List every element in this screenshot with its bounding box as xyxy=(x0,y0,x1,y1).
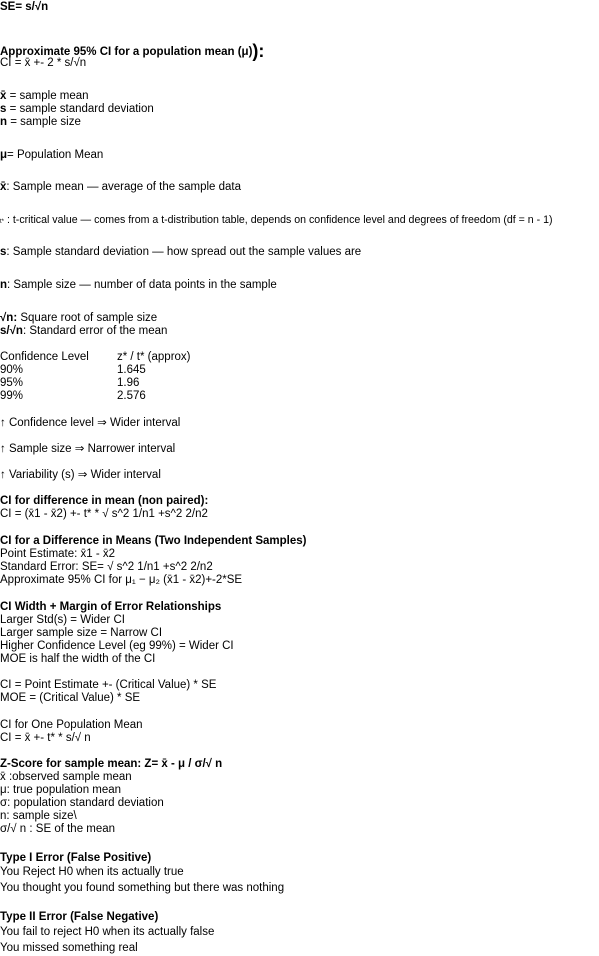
table-row: 90% 1.645 xyxy=(0,364,146,376)
zscore-heading: Z-Score for sample mean: Z= x̄ - μ / σ/√ n xyxy=(0,758,223,770)
def-xbar: x̄ = sample mean xyxy=(0,90,89,102)
width-moe-line: MOE is half the width of the CI xyxy=(0,653,156,665)
type1-line: You Reject H0 when its actually true xyxy=(0,866,184,878)
diff-nonpaired-heading: CI for difference in mean (non paired): xyxy=(0,495,209,507)
relation-sample-size: ↑ Sample size ⇒ Narrower interval xyxy=(0,443,176,455)
type2-line: You fail to reject H0 when its actually false xyxy=(0,926,215,938)
table-row: 99% 2.576 xyxy=(0,390,146,402)
width-moe-line: Larger Std(s) = Wider CI xyxy=(0,614,125,626)
diff-nonpaired-formula: CI = (x̄1 - x̄2) +- t* * √ s^2 1/n1 +s^2 2/n2 xyxy=(0,508,208,520)
relation-confidence: ↑ Confidence level ⇒ Wider interval xyxy=(0,417,181,429)
def-sqrtn: √n: Square root of sample size xyxy=(0,312,158,324)
zscore-line: x̄ :observed sample mean xyxy=(0,771,132,783)
table-row: 95% 1.96 xyxy=(0,377,140,389)
width-moe-line: Larger sample size = Narrow CI xyxy=(0,627,163,639)
def-se: s/√n: Standard error of the mean xyxy=(0,325,168,337)
width-moe-heading: CI Width + Margin of Error Relationships xyxy=(0,601,222,613)
table-header: Confidence Level z* / t* (approx) xyxy=(0,351,191,363)
one-pop-title: CI for One Population Mean xyxy=(0,719,143,731)
ci-formula: CI = Point Estimate +- (Critical Value) * SE xyxy=(0,679,217,691)
type2-line: You missed something real xyxy=(0,942,138,954)
def-mu: μ= Population Mean xyxy=(0,149,104,161)
diff-two-samples-line: Standard Error: SE= √ s^2 1/n1 +s^2 2/n2 xyxy=(0,561,213,573)
def-n-long: n: Sample size — number of data points in the sample xyxy=(0,279,277,291)
type1-heading: Type I Error (False Positive) xyxy=(0,852,152,864)
zscore-line: μ: true population mean xyxy=(0,784,122,796)
type2-heading: Type II Error (False Negative) xyxy=(0,911,159,923)
moe-formula: MOE = (Critical Value) * SE xyxy=(0,692,141,704)
diff-two-samples-heading: CI for a Difference in Means (Two Independent Samples) xyxy=(0,535,307,547)
width-moe-line: Higher Confidence Level (eg 99%) = Wider CI xyxy=(0,640,234,652)
se-formula: SE= s/√n xyxy=(0,1,49,13)
def-s: s = sample standard deviation xyxy=(0,103,154,115)
zscore-line: σ/√ n : SE of the mean xyxy=(0,823,116,835)
def-s-long: s: Sample standard deviation — how spread out the sample values are xyxy=(0,246,362,258)
def-xbar-long: x̄: Sample mean — average of the sample data xyxy=(0,181,242,193)
type1-line: You thought you found something but there was nothing xyxy=(0,882,285,894)
def-t: t* : t-critical value — comes from a t-distribution table, depends on confidence level and degrees of freedom (df = n - 1) xyxy=(0,214,553,226)
relation-variability: ↑ Variability (s) ⇒ Wider interval xyxy=(0,469,161,481)
ci-mean-formula: CI = x̄ +- 2 * s/√n xyxy=(0,57,87,69)
diff-two-samples-line: Approximate 95% CI for μ₁ − μ₂ (x̄1 - x̄2)+-2*SE xyxy=(0,574,243,586)
ci-mean-heading: Approximate 95% CI for a population mean (μ)): xyxy=(0,41,265,61)
diff-two-samples-line: Point Estimate: x̄1 - x̄2 xyxy=(0,548,116,560)
def-n: n = sample size xyxy=(0,116,81,128)
zscore-line: σ: population standard deviation xyxy=(0,797,164,809)
zscore-line: n: sample size\ xyxy=(0,810,77,822)
one-pop-formula: CI = x̄ +- t* * s/√ n xyxy=(0,732,91,744)
